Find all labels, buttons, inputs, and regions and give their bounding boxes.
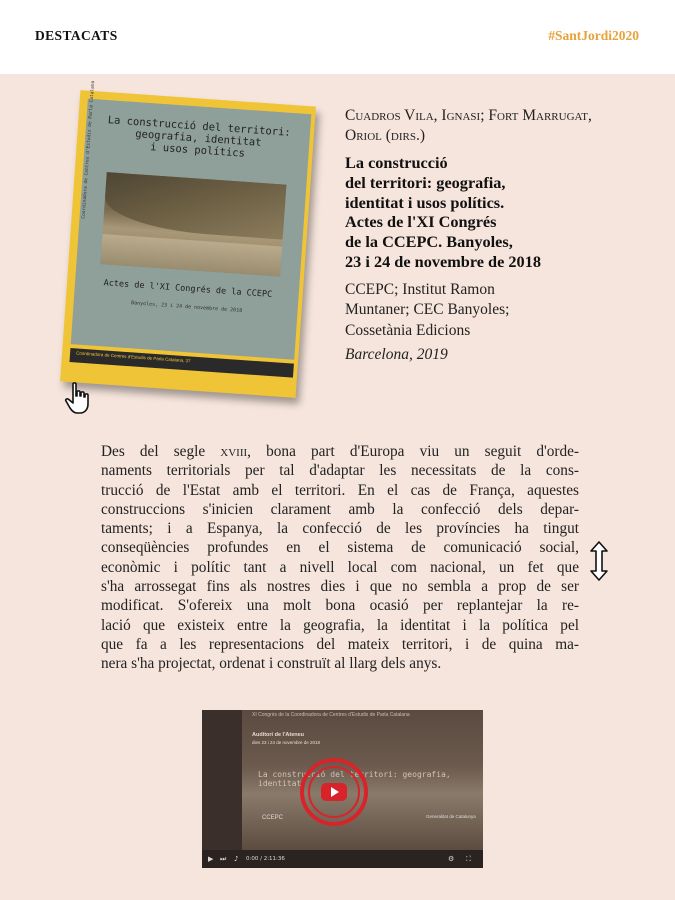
review-line: Des del segle xviii, bona part d'Europa viu un seguit d'orde- [101, 443, 579, 460]
review-line: naments territorials per tal d'adaptar les necessitats de la cons- [101, 462, 579, 480]
cover-spine-text: Coordinadora de Centres d'Estudis de Parla Catalana [81, 80, 97, 219]
hand-pointer-icon[interactable] [64, 381, 94, 415]
video-player[interactable] [202, 710, 483, 868]
cover-subtitle: Actes de l'XI Congrés de la CCEPC [103, 278, 273, 300]
video-caption-title: Auditori de l'Ateneu [252, 732, 305, 738]
next-control-icon[interactable]: ⏭ [220, 855, 227, 863]
review-line: lació que existeix entre la geografia, la identitat i la política pel [101, 616, 579, 634]
review-line: que fa a les representacions del mateix territori, i de quina ma- [101, 635, 579, 653]
review-text [101, 442, 579, 674]
book-place-year: Barcelona, 2019 [345, 346, 448, 364]
video-caption-date: dies 23 i 24 de novembre de 2018 [252, 740, 321, 745]
video-logo-generalitat: Generalitat de Catalunya [426, 814, 476, 819]
book-authors: Cuadros Vila, Ignasi; Fort Marrugat, Oriol (dirs.) [345, 107, 592, 144]
book-title: La construcció del territori: geografia, identitat i usos polítics. Actes de l'XI Congrés de la CCEPC. Banyoles, 23 i 24 de novembre de 2018 [345, 153, 541, 271]
cover-photo-road [100, 234, 282, 276]
video-time: 0:00 / 2:11:36 [246, 856, 285, 862]
review-line: trucció de l'Estat amb el territori. En el cas de França, aquestes [101, 481, 579, 499]
review-line: taments; i a Espanya, la confecció de les províncies ha tingut [101, 520, 579, 538]
video-controls [202, 850, 483, 868]
review-line: s'ha arrossegat fins als nostres dies i que no sembla a prop de ser [101, 578, 579, 596]
cover-footer: Coordinadora de Centres d'Estudis de Parla Catalana, 37 [75, 350, 191, 364]
section-label: DESTACATS [35, 28, 118, 43]
cover-photo-hill [103, 172, 286, 239]
fullscreen-icon[interactable]: ⛶ [466, 855, 471, 863]
cover-title: La construcció del territori: geografia, identitat i usos polítics [107, 114, 292, 160]
scroll-arrows-icon[interactable] [588, 540, 610, 582]
cover-photo [100, 172, 286, 276]
review-line: nera s'ha projectat, ordenat i construït al llarg dels anys. [101, 655, 442, 673]
volume-icon[interactable]: ♪ [234, 855, 239, 863]
review-line: modificat. S'ofereix una molt bona ocasió per replantejar la re- [101, 597, 579, 615]
hashtag-link[interactable]: #SantJordi2020 [548, 28, 639, 43]
video-logo: CCEPC [262, 815, 284, 821]
book-info [345, 106, 605, 365]
cover-date: Banyoles, 23 i 24 de novembre de 2018 [130, 300, 243, 314]
video-header-text: XI Congrés de la Coordinadora de Centres d'Estudis de Parla Catalana [252, 712, 410, 718]
cover-frame [60, 80, 316, 398]
video-slide-text: La construcció del territori: geografia, identitat [258, 770, 451, 788]
cover-panel [71, 80, 312, 360]
book-publishers: CCEPC; Institut Ramon Muntaner; CEC Banyoles; Cossetània Edicions [345, 280, 510, 339]
settings-icon[interactable]: ⚙ [448, 855, 455, 863]
play-control-icon[interactable]: ▶ [208, 855, 214, 863]
play-button-icon[interactable] [298, 756, 370, 828]
top-bar [0, 0, 675, 74]
review-line: econòmic i polític tant a nivell local com nacional, un fet que [101, 558, 579, 576]
review-line: conseqüències profundes en el sistema de comunicació social, [101, 539, 579, 557]
review-line: construccions s'inicien clarament amb la confecció dels depar- [101, 500, 579, 518]
book-cover[interactable] [60, 80, 316, 398]
